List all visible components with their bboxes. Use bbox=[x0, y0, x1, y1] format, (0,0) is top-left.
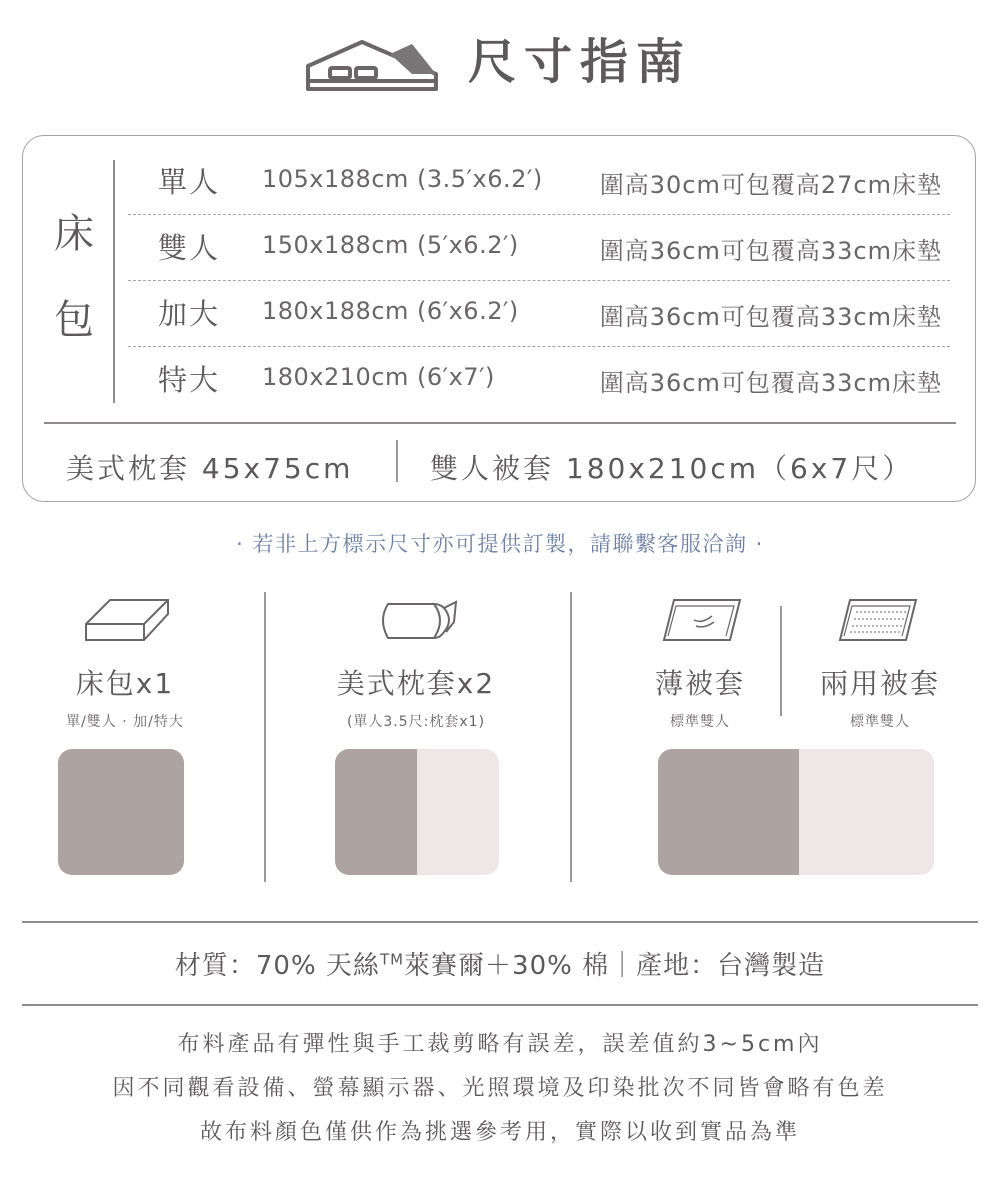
size-dimensions: 150x188cm (5′x6.2′) bbox=[262, 231, 519, 259]
fitted-sheet-label-char: 床 bbox=[54, 211, 94, 257]
product-title: 床包x1 bbox=[75, 667, 175, 700]
pillow-icon bbox=[374, 600, 460, 646]
disclaimer-line: 布料產品有彈性與手工裁剪略有誤差，誤差值約3~5cm內 bbox=[177, 1032, 823, 1057]
swatch-dark bbox=[58, 749, 184, 875]
size-row bbox=[128, 214, 950, 280]
swatch-dark bbox=[658, 749, 799, 875]
vertical-divider bbox=[780, 606, 782, 716]
horizontal-divider bbox=[22, 921, 978, 923]
size-dimensions: 180x188cm (6′x6.2′) bbox=[262, 297, 519, 325]
size-row bbox=[128, 346, 950, 412]
product-subtitle: 單/雙人 · 加/特大 bbox=[66, 714, 184, 730]
swatch-light bbox=[417, 749, 499, 875]
swatch-dark bbox=[335, 749, 417, 875]
size-note: 圍高36cm可包覆高33cm床墊 bbox=[599, 303, 942, 331]
material-suffix: 萊賽爾＋30% 棉｜產地：台灣製造 bbox=[404, 951, 826, 981]
fitted-sheet-icon bbox=[82, 596, 172, 650]
horizontal-divider bbox=[44, 422, 956, 424]
size-dimensions: 180x210cm (6′x7′) bbox=[262, 363, 495, 391]
size-name: 特大 bbox=[158, 363, 221, 397]
material-info bbox=[0, 945, 1000, 982]
material-prefix: 材質：70% 天絲 bbox=[174, 951, 380, 981]
pillowcase-size: 美式枕套 45x75cm bbox=[66, 452, 354, 485]
color-swatch bbox=[658, 749, 934, 875]
thin-duvet-icon bbox=[660, 596, 744, 650]
disclaimer-line: 故布料顏色僅供作為挑選參考用，實際以收到實品為準 bbox=[199, 1120, 800, 1145]
size-note: 圍高30cm可包覆高27cm床墊 bbox=[599, 171, 942, 199]
trademark-mark: TM bbox=[379, 950, 405, 969]
size-name: 雙人 bbox=[158, 231, 221, 265]
bed-house-icon bbox=[300, 34, 440, 100]
horizontal-divider bbox=[22, 1004, 978, 1006]
size-note: 圍高36cm可包覆高33cm床墊 bbox=[599, 237, 942, 265]
color-swatch bbox=[58, 749, 184, 875]
vertical-divider bbox=[396, 440, 398, 482]
vertical-divider bbox=[113, 160, 115, 403]
color-swatch bbox=[335, 749, 499, 875]
size-row bbox=[128, 280, 950, 346]
product-title: 兩用被套 bbox=[819, 667, 940, 700]
quilted-duvet-icon bbox=[836, 596, 920, 650]
vertical-divider bbox=[570, 592, 572, 882]
size-name: 單人 bbox=[158, 165, 221, 199]
duvet-size: 雙人被套 180x210cm（6x7尺） bbox=[430, 452, 914, 485]
fitted-sheet-label-char: 包 bbox=[54, 297, 94, 343]
disclaimer-line: 因不同觀看設備、螢幕顯示器、光照環境及印染批次不同皆會略有色差 bbox=[112, 1076, 888, 1101]
custom-order-note: · 若非上方標示尺寸亦可提供訂製，請聯繫客服洽詢 · bbox=[236, 532, 764, 556]
size-name: 加大 bbox=[158, 297, 221, 331]
size-dimensions: 105x188cm (3.5′x6.2′) bbox=[262, 165, 543, 193]
swatch-light bbox=[799, 749, 934, 875]
product-title: 薄被套 bbox=[654, 667, 745, 700]
size-note: 圍高36cm可包覆高33cm床墊 bbox=[599, 369, 942, 397]
vertical-divider bbox=[264, 592, 266, 882]
product-title: 美式枕套x2 bbox=[336, 667, 496, 700]
page-title: 尺寸指南 bbox=[468, 34, 693, 90]
product-subtitle: 標準雙人 bbox=[850, 714, 910, 730]
product-subtitle: (單人3.5尺:枕套x1) bbox=[346, 714, 486, 730]
size-row bbox=[128, 148, 950, 214]
product-subtitle: 標準雙人 bbox=[670, 714, 730, 730]
